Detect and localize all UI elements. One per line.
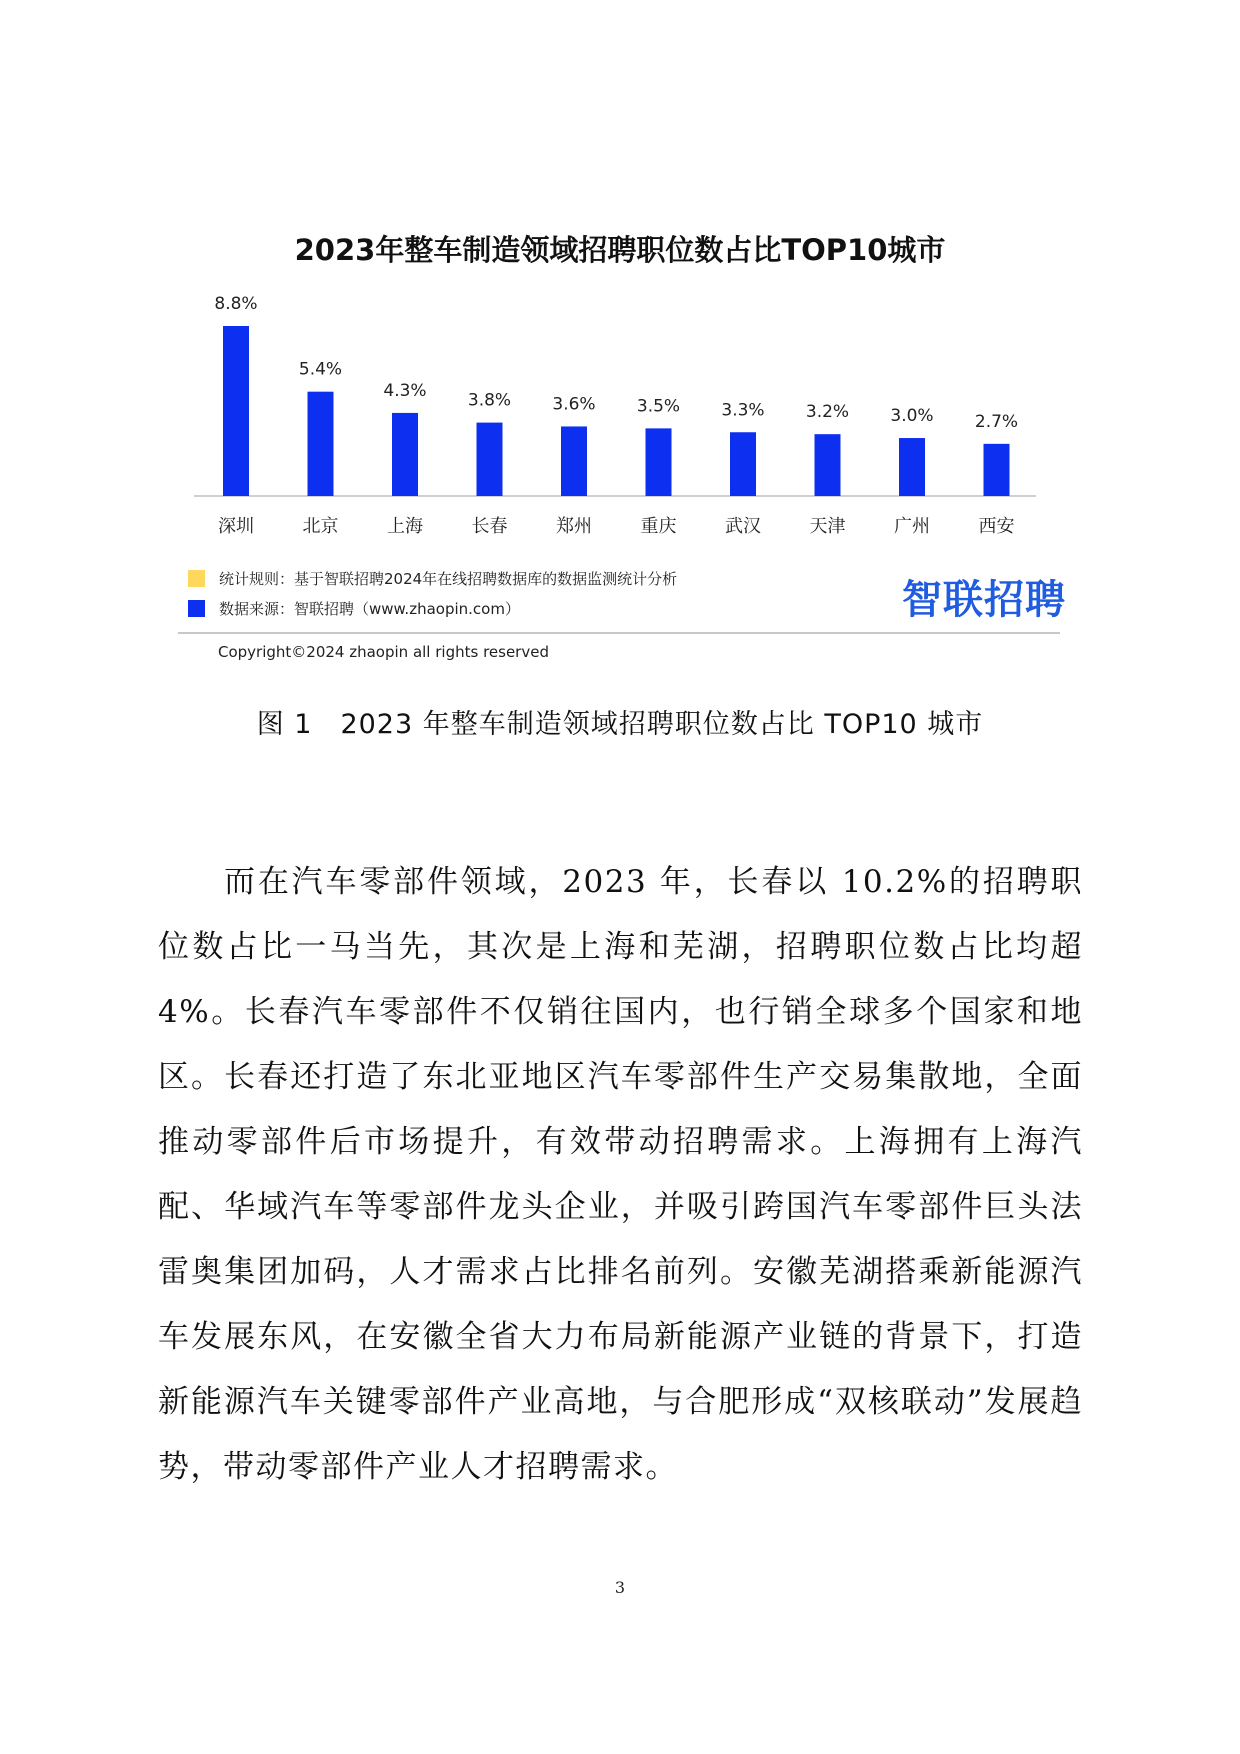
bar-value-label: 2.7% <box>974 411 1019 432</box>
bar-8 <box>899 438 925 496</box>
bar-value-label: 8.8% <box>214 294 258 314</box>
zhaopin-logo: 智联招聘 <box>902 577 1066 623</box>
body-paragraph: 而在汽车零部件领域，2023 年，长春以 10.2%的招聘职位数占比一马当先，其次是上海和芜湖，招聘职位数占比均超 4%。长春汽车零部件不仅销往国内，也行销全球多个国家和地区。长春还打造了东北亚地区汽车零部件生产交易集散地，全面推动零部件后市场提升，有效带动招聘需求。上海拥有上海汽配、华域汽车等零部件龙头企业，并吸引跨国汽车零部件巨头法雷奥集团加码，人才需求占比排名前列。安徽芜湖搭乘新能源汽车发展东风，在安徽全省大力布局新能源产业链的背景下，打造新能源汽车关键零部件产业高地，与合肥形成“双核联动”发展趋势，带动零部件产业人才招聘需求。 <box>158 864 1083 1485</box>
bar-value-label: 3.5% <box>636 396 681 417</box>
page-number: 3 <box>614 1578 626 1597</box>
bar-3 <box>477 423 503 496</box>
category-label: 郑州 <box>556 516 592 537</box>
bar-6 <box>730 432 756 496</box>
bar-value-label: 5.4% <box>298 359 343 380</box>
category-label: 广州 <box>894 516 930 537</box>
bar-value-label: 3.2% <box>805 402 850 423</box>
bar-2 <box>392 413 418 496</box>
chart-title: 2023年整车制造领域招聘职位数占比TOP10城市 <box>294 233 946 267</box>
bar-4 <box>561 426 587 496</box>
legend-swatch-yellow <box>188 570 205 587</box>
category-label: 武汉 <box>725 516 761 537</box>
bar-1 <box>308 392 334 496</box>
bar-value-label: 3.0% <box>890 406 934 427</box>
category-label: 上海 <box>387 516 423 537</box>
category-label: 重庆 <box>640 516 677 537</box>
legend-item-source <box>188 598 520 619</box>
category-label: 北京 <box>302 516 339 537</box>
copyright-text: Copyright©2024 zhaopin all rights reserved <box>218 643 549 661</box>
bar-value-label: 4.3% <box>383 380 427 401</box>
bar-7 <box>815 434 841 496</box>
bar-5 <box>646 428 672 496</box>
category-label: 深圳 <box>218 516 254 537</box>
legend-item-rule <box>188 568 677 589</box>
bar-value-label: 3.8% <box>467 390 512 411</box>
bar-value-label: 3.6% <box>552 394 596 415</box>
bar-9 <box>984 444 1010 496</box>
divider <box>178 632 1060 634</box>
legend-text-rule: 统计规则：基于智联招聘2024年在线招聘数据库的数据监测统计分析 <box>219 570 678 588</box>
bar-chart <box>180 280 1060 545</box>
category-label: 长春 <box>471 516 508 537</box>
bar-value-label: 3.3% <box>721 400 765 421</box>
category-label: 天津 <box>809 516 846 537</box>
legend-swatch-blue <box>188 600 205 617</box>
legend-text-source: 数据来源：智联招聘（www.zhaopin.com） <box>219 600 520 618</box>
category-label: 西安 <box>978 516 1015 537</box>
figure-caption: 图 1 2023 年整车制造领域招聘职位数占比 TOP10 城市 <box>256 709 984 740</box>
bar-0 <box>223 326 249 496</box>
